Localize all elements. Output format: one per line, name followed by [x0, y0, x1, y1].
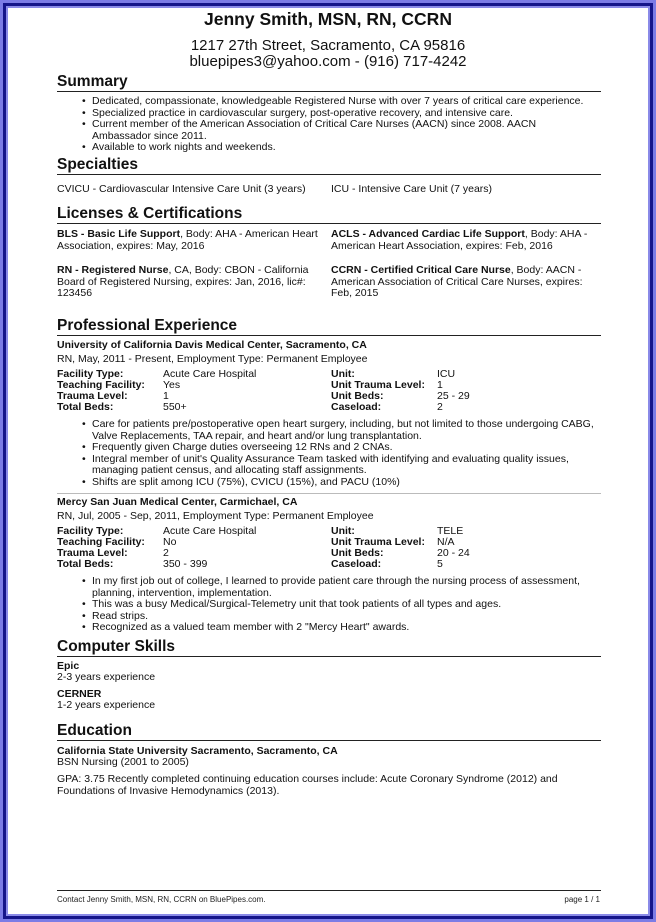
list-item: • In my first job out of college, I learned to provide patient care through the nursing process of assessment, planning, intervention, implementation. [82, 576, 597, 599]
contact-info: bluepipes3@yahoo.com - (916) 717-4242 [189, 53, 467, 70]
license-detail: , Body: AHA - American Heart Association, expires: Feb, 2016 [331, 228, 588, 252]
specialty-item: CVICU - Cardiovascular Intensive Care Unit (3 years) [57, 183, 306, 195]
license-name: RN - Registered Nurse [57, 264, 169, 276]
fact-label: Total Beds: [57, 401, 114, 413]
license-detail: , Body: AACN - American Association of Critical Care Nurses, expires: Feb, 2015 [331, 264, 583, 299]
fact-label: Unit: [331, 368, 355, 380]
fact-value: 1 [437, 379, 443, 391]
fact-value: 2 [163, 547, 169, 559]
fact-value: Acute Care Hospital [163, 368, 257, 380]
fact-value: Acute Care Hospital [163, 525, 257, 537]
fact-label: Unit: [331, 525, 355, 537]
fact-value: TELE [437, 525, 464, 537]
fact-label: Teaching Facility: [57, 379, 145, 391]
license-detail: , CA, Body: CBON - California Board of Registered Nursing, expires: Jan, 2016, lic#: 123456 [57, 264, 309, 299]
fact-value: Yes [163, 379, 181, 391]
licenses-heading: Licenses & Certifications [57, 205, 601, 224]
specialty-item: ICU - Intensive Care Unit (7 years) [331, 183, 493, 195]
fact-label: Unit Trauma Level: [331, 536, 425, 548]
job-role: RN, Jul, 2005 - Sep, 2011, Employment Type: Permanent Employee [57, 510, 374, 522]
skill-name: Epic [57, 660, 80, 672]
list-item: • Frequently given Charge duties overseeing 12 RNs and 2 CNAs. [82, 442, 597, 454]
fact-label: Caseload: [331, 558, 382, 570]
fact-label: Facility Type: [57, 525, 124, 537]
list-item: • Dedicated, compassionate, knowledgeable Registered Nurse with over 7 years of critical care experience. [82, 96, 602, 108]
fact-label: Teaching Facility: [57, 536, 145, 548]
skill-name: CERNER [57, 688, 102, 700]
list-item: • Integral member of unit's Quality Assurance Team tasked with identifying and evaluating quality issues, managing patient census, and allocating staff assignments. [82, 454, 597, 477]
fact-value: 350 - 399 [163, 558, 208, 570]
fact-value: No [163, 536, 177, 548]
list-item: • Shifts are split among ICU (75%), CVICU (15%), and PACU (10%) [82, 477, 597, 489]
address: 1217 27th Street, Sacramento, CA 95816 [190, 37, 466, 54]
fact-label: Unit Trauma Level: [331, 379, 425, 391]
skill-detail: 2-3 years experience [57, 671, 156, 683]
fact-value: 5 [437, 558, 443, 570]
employer: University of California Davis Medical Center, Sacramento, CA [57, 339, 367, 351]
list-item: • Current member of the American Association of Critical Care Nurses (AACN) since 2008. AACN Ambassador since 2011. [82, 119, 542, 142]
fact-label: Trauma Level: [57, 547, 128, 559]
fact-label: Caseload: [331, 401, 382, 413]
license-name: BLS - Basic Life Support [57, 228, 181, 240]
footer-contact: Contact Jenny Smith, MSN, RN, CCRN on BluePipes.com. [57, 895, 266, 904]
school: California State University Sacramento, Sacramento, CA [57, 745, 338, 757]
fact-value: 1 [163, 390, 169, 402]
fact-value: 550+ [163, 401, 187, 413]
list-item: • This was a busy Medical/Surgical-Telemetry unit that took patients of all types and ages. [82, 599, 597, 611]
education-heading: Education [57, 722, 601, 741]
license-name: ACLS - Advanced Cardiac Life Support [331, 228, 525, 240]
list-item: • Care for patients pre/postoperative open heart surgery, including, but not limited to those undergoing CABG, Valve Replacements, TAA repair, and heart and/or lung transplantation. [82, 419, 597, 442]
page-number: page 1 / 1 [564, 895, 600, 904]
experience-heading: Professional Experience [57, 317, 601, 336]
fact-value: N/A [437, 536, 455, 548]
fact-label: Trauma Level: [57, 390, 128, 402]
candidate-name: Jenny Smith, MSN, RN, CCRN [204, 9, 452, 29]
fact-value: 20 - 24 [437, 547, 470, 559]
license-name: CCRN - Certified Critical Care Nurse [331, 264, 511, 276]
job-role: RN, May, 2011 - Present, Employment Type: Permanent Employee [57, 353, 368, 365]
license-detail: , Body: AHA - American Heart Association, expires: May, 2016 [57, 228, 318, 252]
list-item: • Recognized as a valued team member with 2 "Mercy Heart" awards. [82, 622, 597, 634]
fact-value: 25 - 29 [437, 390, 470, 402]
skill-detail: 1-2 years experience [57, 699, 156, 711]
specialties-heading: Specialties [57, 156, 601, 175]
list-item: • Specialized practice in cardiovascular surgery, post-operative recovery, and intensive care. [82, 108, 602, 120]
summary-heading: Summary [57, 73, 601, 92]
gpa-note: GPA: 3.75 Recently completed continuing education courses include: Acute Coronary Syndrome (2012) and Foundations of Invasive Hemodynamics (2013). [57, 773, 558, 797]
fact-value: ICU [437, 368, 456, 380]
fact-label: Total Beds: [57, 558, 114, 570]
degree: BSN Nursing (2001 to 2005) [57, 756, 189, 768]
fact-label: Unit Beds: [331, 390, 384, 402]
fact-value: 2 [437, 401, 443, 413]
fact-label: Unit Beds: [331, 547, 384, 559]
list-item: • Read strips. [82, 611, 597, 623]
employer: Mercy San Juan Medical Center, Carmichael, CA [57, 496, 298, 508]
fact-label: Facility Type: [57, 368, 124, 380]
list-item: • Available to work nights and weekends. [82, 142, 602, 154]
computer-skills-heading: Computer Skills [57, 638, 601, 657]
